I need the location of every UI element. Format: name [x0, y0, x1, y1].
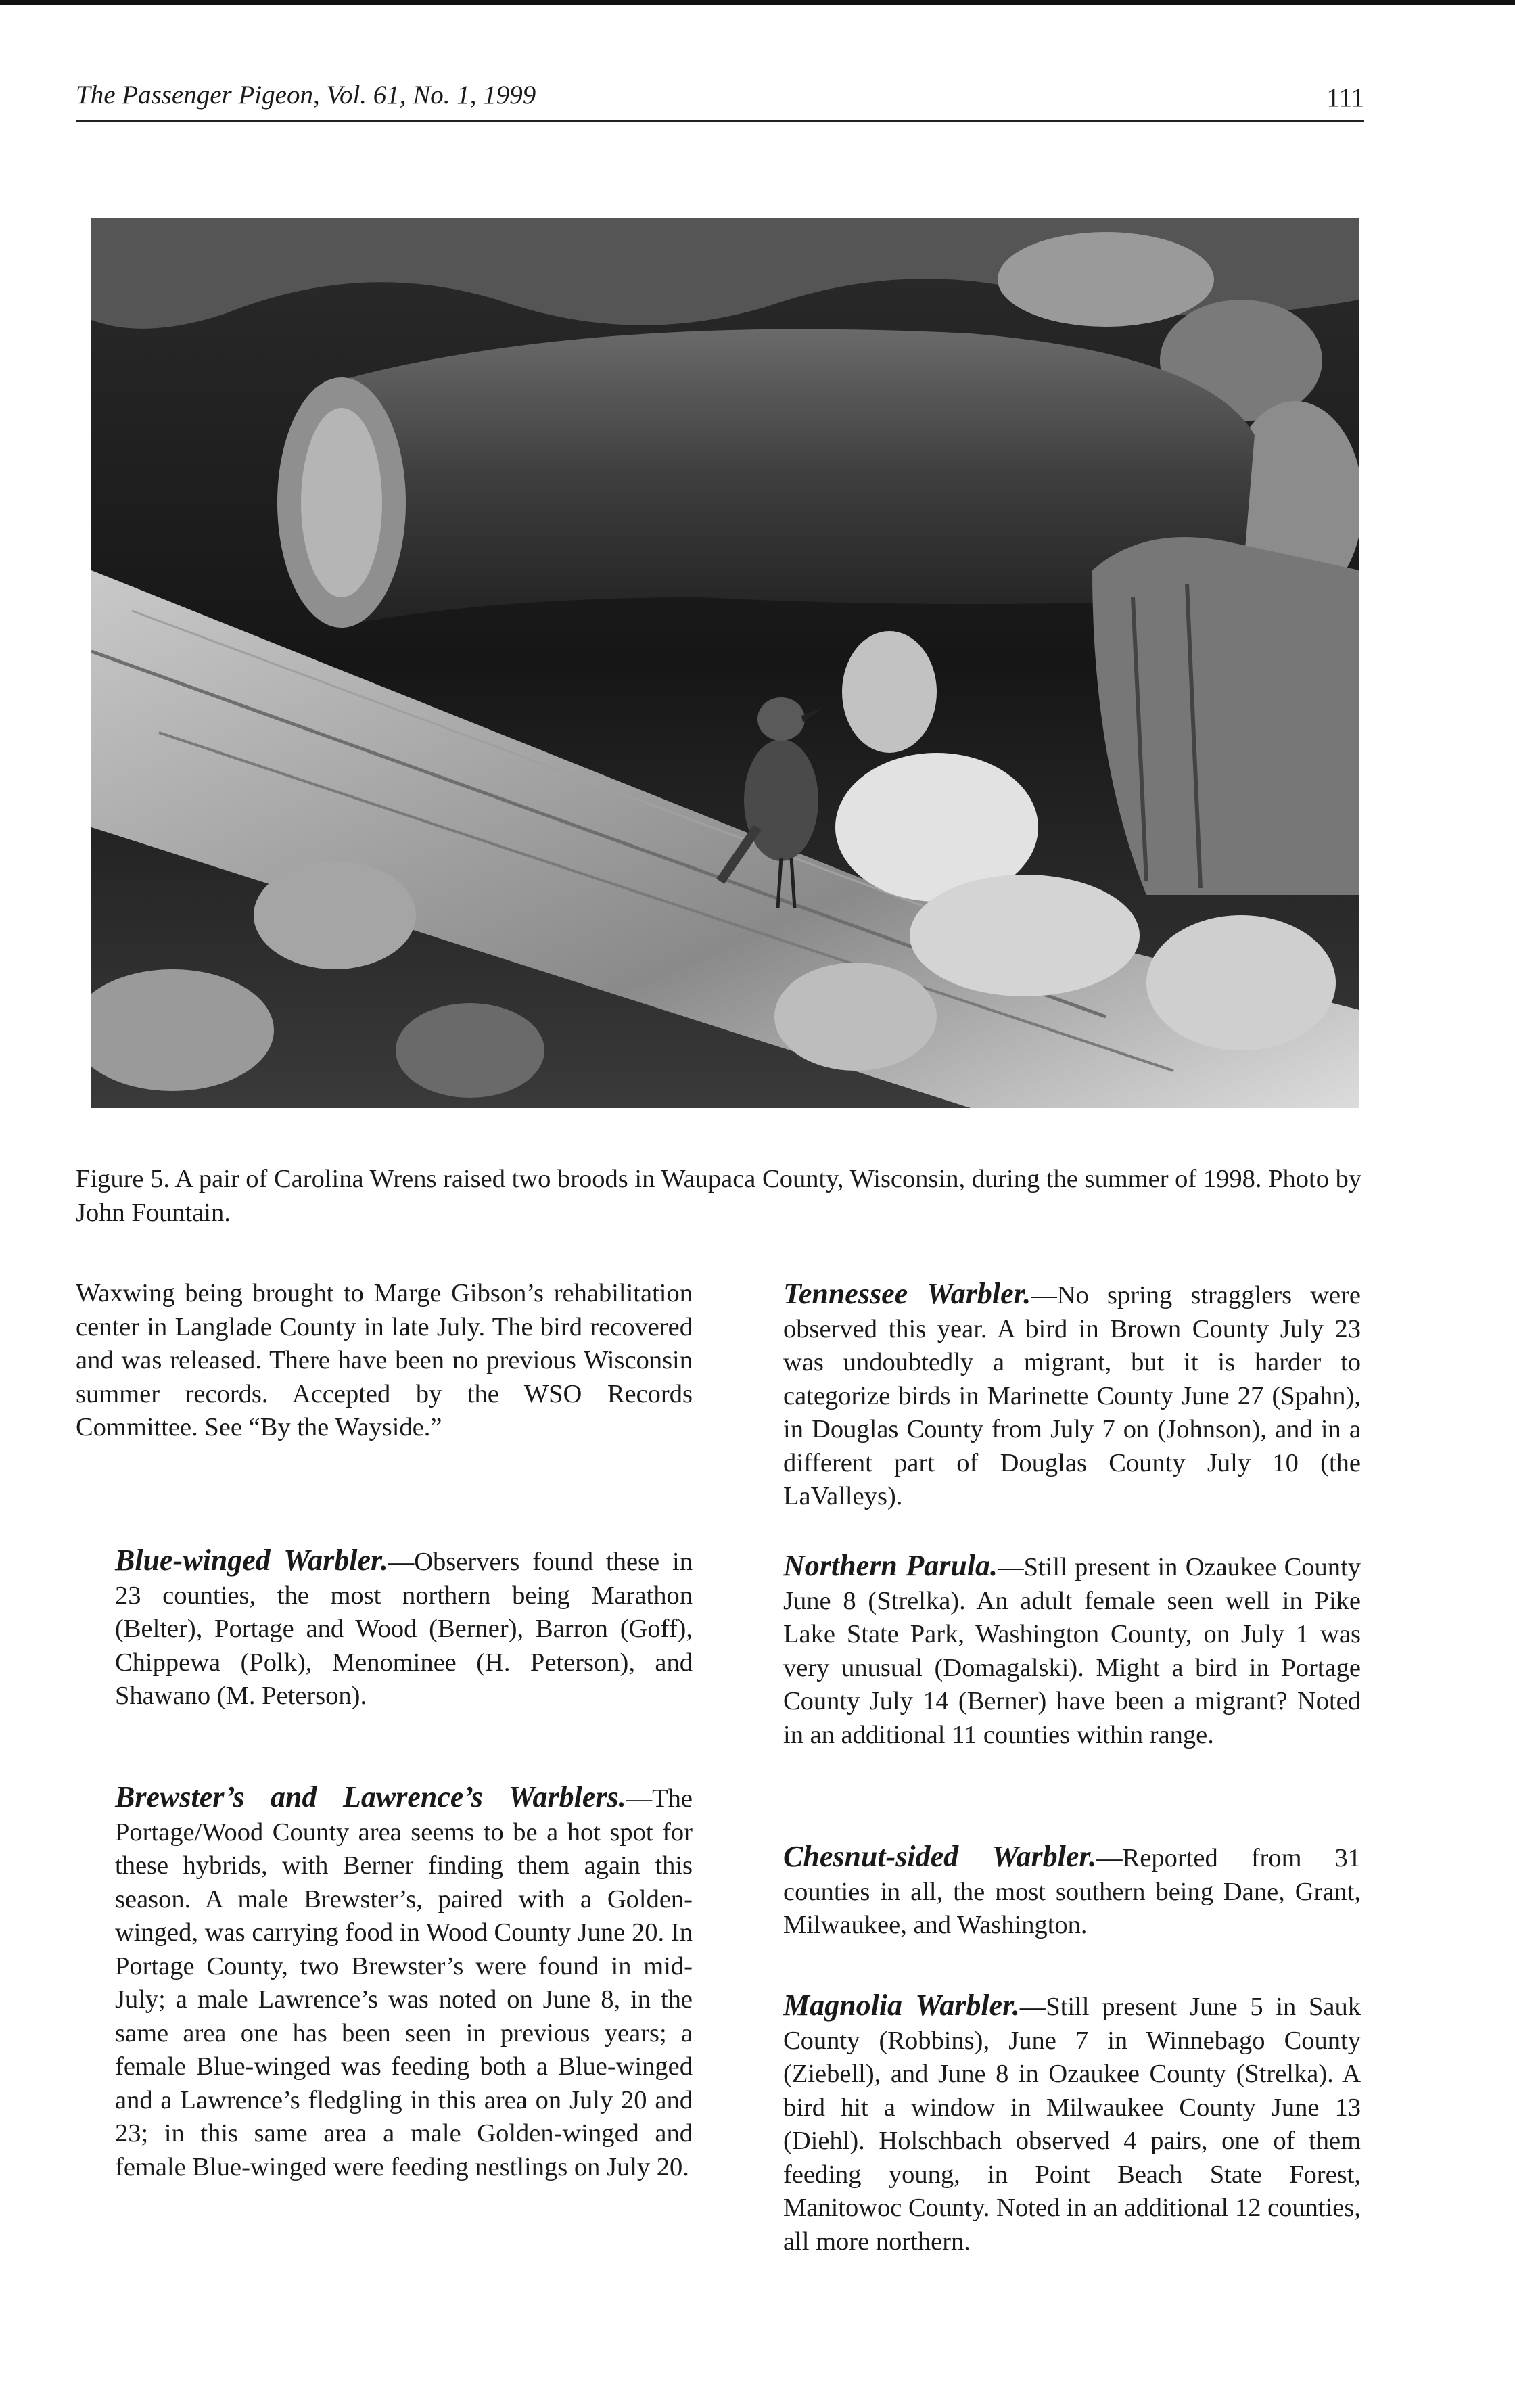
journal-title: The Passenger Pigeon, Vol. 61, No. 1, 1999 — [76, 80, 536, 110]
chestnut-text: —Reported from 31 counties in all, the most southern being Dane, Grant, Milwaukee, and Washington. — [783, 1844, 1361, 1939]
species-heading-blue-winged: Blue-winged Warbler. — [115, 1544, 388, 1577]
species-heading-tennessee: Tennessee Warbler. — [783, 1277, 1031, 1310]
magnolia-text: —Still present June 5 in Sauk County (Robbins), June 7 in Winnebago County (Ziebell), and June 8 in Ozaukee County (Strelka). A bird hit a window in Milwaukee County June 13 (Diehl). Holschbach observed 4 pairs, one of them feeding young, in Point Beach State Forest, Manitowoc County. Noted in an additional 12 counties, all more northern. — [783, 1993, 1361, 2256]
running-header — [76, 80, 1364, 122]
waxwing-paragraph — [76, 1277, 693, 1445]
blue-winged-text: —Observers found these in 23 counties, the most northern being Marathon (Belter), Portage and Wood (Berner), Barron (Goff), Chippewa (Polk), Menominee (H. Peterson), and Shawano (M. Peterson). — [115, 1548, 693, 1710]
blue-winged-paragraph — [76, 1544, 693, 1713]
parula-text: —Still present in Ozaukee County June 8 (Strelka). An adult female seen well in Pike Lake State Park, Washington County, on July 1 was very unusual (Domagalski). Might a bird in Portage County July 14 (Berner) have been a migrant? Noted in an additional 11 counties within range. — [783, 1553, 1361, 1749]
page-number: 111 — [1326, 83, 1364, 112]
carolina-wren-photo — [91, 218, 1359, 1108]
brewsters-text: —The Portage/Wood County area seems to be a hot spot for these hybrids, with Berner finding them again this season. A male Brewster’s, paired with a Golden-winged, was carrying food in Wood County June 20. In Portage County, two Brewster’s were found in mid-July; a male Lawrence’s was noted on June 8, in the same area one has been seen in previous years; a female Blue-winged was feeding both a Blue-winged and a Lawrence’s fledgling in this area on July 20 and 23; in this same area a male Golden-winged and female Blue-winged were feeding nestlings on July 20. — [115, 1784, 693, 2181]
species-heading-brewsters: Brewster’s and Lawrence’s Warblers. — [115, 1780, 626, 1813]
figure-caption: Figure 5. A pair of Carolina Wrens raised two broods in Waupaca County, Wisconsin, during the summer of 1998. Photo by John Fountain. — [76, 1165, 1362, 1227]
tennessee-paragraph — [744, 1277, 1361, 1514]
chestnut-paragraph — [744, 1840, 1361, 1943]
parula-paragraph — [744, 1549, 1361, 1752]
brewsters-paragraph — [76, 1780, 693, 2184]
tennessee-text: —No spring stragglers were observed this year. A bird in Brown County July 23 was undoubtedly a migrant, but it is harder to categorize birds in Marinette County June 27 (Spahn), in Douglas County from July 7 on (Johnson), and in a different part of Douglas County July 10 (the LaValleys). — [783, 1281, 1361, 1510]
top-rule — [0, 0, 1515, 5]
species-heading-parula: Northern Parula. — [783, 1549, 998, 1582]
magnolia-paragraph — [744, 1989, 1361, 2259]
waxwing-text: Waxwing being brought to Marge Gibson’s rehabilitation center in Langlade County in late July. The bird recovered and was released. There have been no previous Wisconsin summer records. Accepted by the WSO Records Committee. See “By the Wayside.” — [76, 1279, 693, 1441]
species-heading-chestnut: Chesnut-sided Warbler. — [783, 1840, 1097, 1873]
species-heading-magnolia: Magnolia Warbler. — [783, 1989, 1020, 2022]
